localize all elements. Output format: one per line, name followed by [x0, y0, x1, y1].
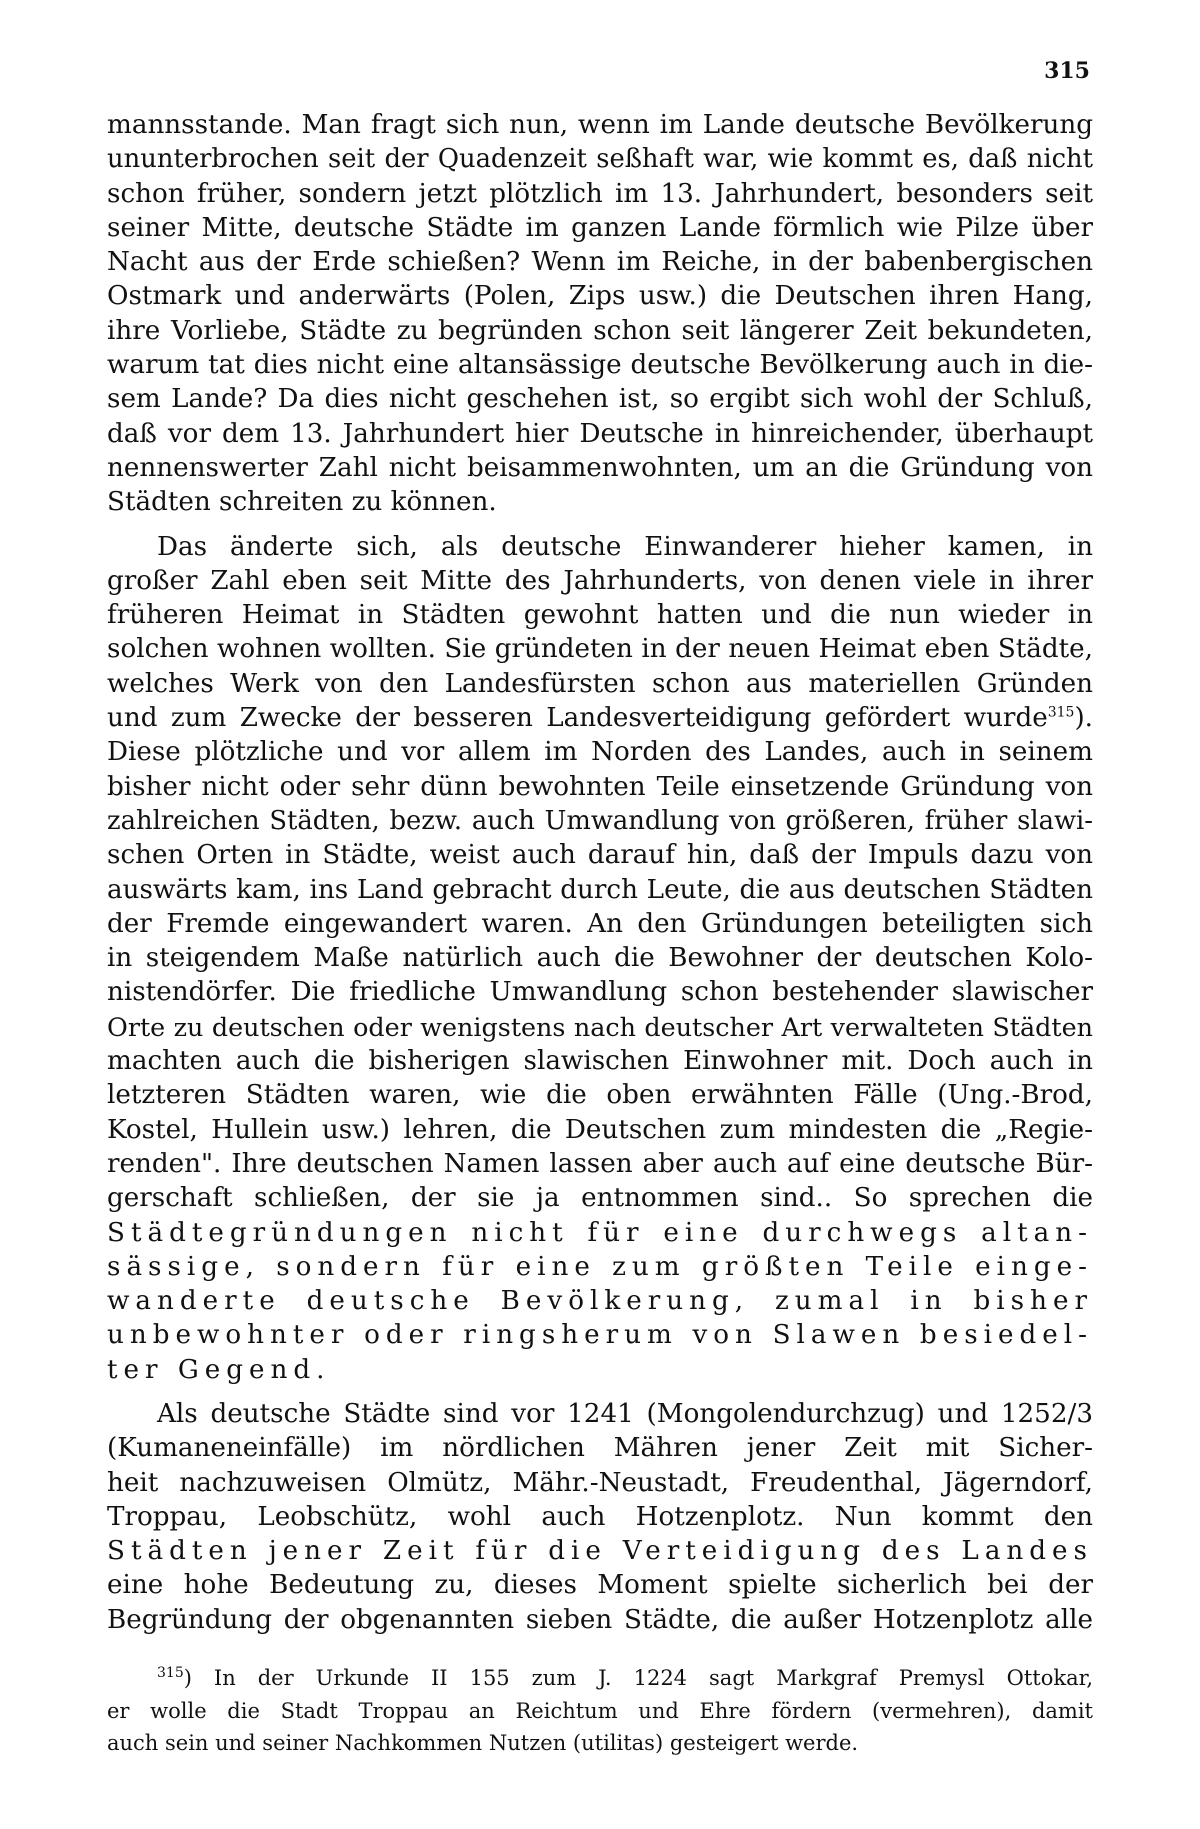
footnote-reference[interactable]: 315 — [1047, 704, 1075, 721]
text-fragment: und zum Zwecke der besseren Landesverteidigung gefördert wurde — [107, 703, 1048, 734]
text-line: Begründung der obgenannten sieben Städte, die außer Hotzenplotz alle — [107, 1604, 1093, 1635]
text-line: nistendörfer. Die friedliche Umwandlung schon bestehender slawischer — [107, 977, 1093, 1008]
text-line-spaced: sässige, sondern für eine zum größten Teile einge- — [107, 1251, 1093, 1282]
text-line: Troppau, Leobschütz, wohl auch Hotzenplotz. Nun kommt den — [107, 1501, 1093, 1532]
text-line: großer Zahl eben seit Mitte des Jahrhunderts, von denen viele in ihrer — [107, 565, 1093, 596]
text-line: Orte zu deutschen oder wenigstens nach deutscher Art verwalteten Städten — [107, 1011, 1093, 1042]
text-line-with-footnote-ref — [107, 701, 1093, 735]
text-line: bisher nicht oder sehr dünn bewohnten Teile einsetzende Gründung von — [107, 771, 1093, 802]
text-line-spaced: Städten jener Zeit für die Verteidigung des Landes — [107, 1536, 1093, 1567]
text-line: der Fremde eingewandert waren. An den Gründungen beteiligten sich — [107, 908, 1093, 939]
footnote-line: er wolle die Stadt Troppau an Reichtum und Ehre fördern (vermehren), damit — [107, 1698, 1093, 1723]
text-line-spaced: wanderte deutsche Bevölkerung, zumal in bisher — [107, 1286, 1093, 1317]
text-line: Kostel, Hullein usw.) lehren, die Deutschen zum mindesten die „Regie- — [107, 1114, 1093, 1145]
text-line: seiner Mitte, deutsche Städte im ganzen Lande förmlich wie Pilze über — [107, 212, 1093, 243]
text-line: mannsstande. Man fragt sich nun, wenn im Lande deutsche Bevölkerung — [107, 110, 1093, 140]
footnote-line — [107, 1662, 1093, 1695]
text-line: sem Lande? Da dies nicht geschehen ist, so ergibt sich wohl der Schluß, — [107, 384, 1093, 415]
text-line: letzteren Städten waren, wie die oben erwähnten Fälle (Ung.-Brod, — [107, 1080, 1093, 1111]
text-line: daß vor dem 13. Jahrhundert hier Deutsche in hinreichender, überhaupt — [107, 418, 1093, 449]
text-line-spaced: ter Gegend. — [107, 1354, 331, 1385]
text-line: zahlreichen Städten, bezw. auch Umwandlung von größeren, früher slawi- — [107, 805, 1093, 836]
text-line: Ostmark und anderwärts (Polen, Zips usw.) die Deutschen ihren Hang, — [107, 281, 1093, 312]
paragraph-2 — [107, 530, 1093, 1387]
text-line: heit nachzuweisen Olmütz, Mähr.-Neustadt, Freudenthal, Jägerndorf, — [107, 1467, 1093, 1498]
text-line-spaced: unbewohnter oder ringsherum von Slawen besiedel- — [107, 1320, 1093, 1351]
paragraph-1 — [107, 108, 1093, 520]
text-line: solchen wohnen wollten. Sie gründeten in der neuen Heimat eben Städte, — [107, 634, 1093, 665]
text-line: auswärts kam, ins Land gebracht durch Leute, die aus deutschen Städten — [107, 874, 1093, 905]
text-line: warum tat dies nicht eine altansässige deutsche Bevölkerung auch in die- — [107, 350, 1093, 381]
text-line: welches Werk von den Landesfürsten schon aus materiellen Gründen — [107, 668, 1093, 699]
text-line-spaced: Städtegründungen nicht für eine durchwegs altan- — [107, 1217, 1093, 1248]
footnote-line: auch sein und seiner Nachkommen Nutzen (utilitas) gesteigert werde. — [107, 1731, 859, 1755]
paragraph-3 — [107, 1397, 1093, 1637]
text-line: machten auch die bisherigen slawischen Einwohner mit. Doch auch in — [107, 1046, 1093, 1077]
footnote-marker: 315 — [157, 1665, 184, 1681]
text-line: ununterbrochen seit der Quadenzeit seßhaft war, wie kommt es, daß nicht — [107, 144, 1093, 175]
text-line: nennenswerter Zahl nicht beisammenwohnten, um an die Gründung von — [107, 452, 1093, 483]
text-line: renden". Ihre deutschen Namen lassen aber auch auf eine deutsche Bür- — [107, 1148, 1093, 1179]
text-line: Städten schreiten zu können. — [107, 487, 497, 518]
text-line: Diese plötzliche und vor allem im Norden des Landes, auch in seinem — [107, 737, 1093, 768]
text-line: Als deutsche Städte sind vor 1241 (Mongolendurchzug) und 1252/3 — [157, 1398, 1093, 1429]
text-line: ihre Vorliebe, Städte zu begründen schon seit längerer Zeit bekundeten, — [107, 315, 1093, 346]
text-fragment: ) In der Urkunde II 155 zum J. 1224 sagt Markgraf Premysl Ottokar, — [183, 1666, 1093, 1690]
text-line: Das änderte sich, als deutsche Einwanderer hieher kamen, in — [157, 531, 1093, 562]
text-line: eine hohe Bedeutung zu, dieses Moment spielte sicherlich bei der — [107, 1570, 1093, 1601]
footnote — [107, 1662, 1093, 1760]
text-fragment: ). — [1074, 703, 1093, 734]
text-line: Nacht aus der Erde schießen? Wenn im Reiche, in der babenbergischen — [107, 247, 1093, 278]
page-number: 315 — [1044, 58, 1090, 84]
text-line: schen Orten in Städte, weist auch darauf hin, daß der Impuls dazu von — [107, 840, 1093, 871]
text-line: schon früher, sondern jetzt plötzlich im 13. Jahrhundert, besonders seit — [107, 178, 1093, 209]
text-line: früheren Heimat in Städten gewohnt hatten und die nun wieder in — [107, 600, 1093, 631]
body-text — [107, 108, 1093, 1637]
text-line: in steigendem Maße natürlich auch die Bewohner der deutschen Kolo- — [107, 943, 1093, 974]
text-line: gerschaft schließen, der sie ja entnommen sind.. So sprechen die — [107, 1183, 1093, 1214]
text-line: (Kumaneneinfälle) im nördlichen Mähren jener Zeit mit Sicher- — [107, 1433, 1093, 1464]
